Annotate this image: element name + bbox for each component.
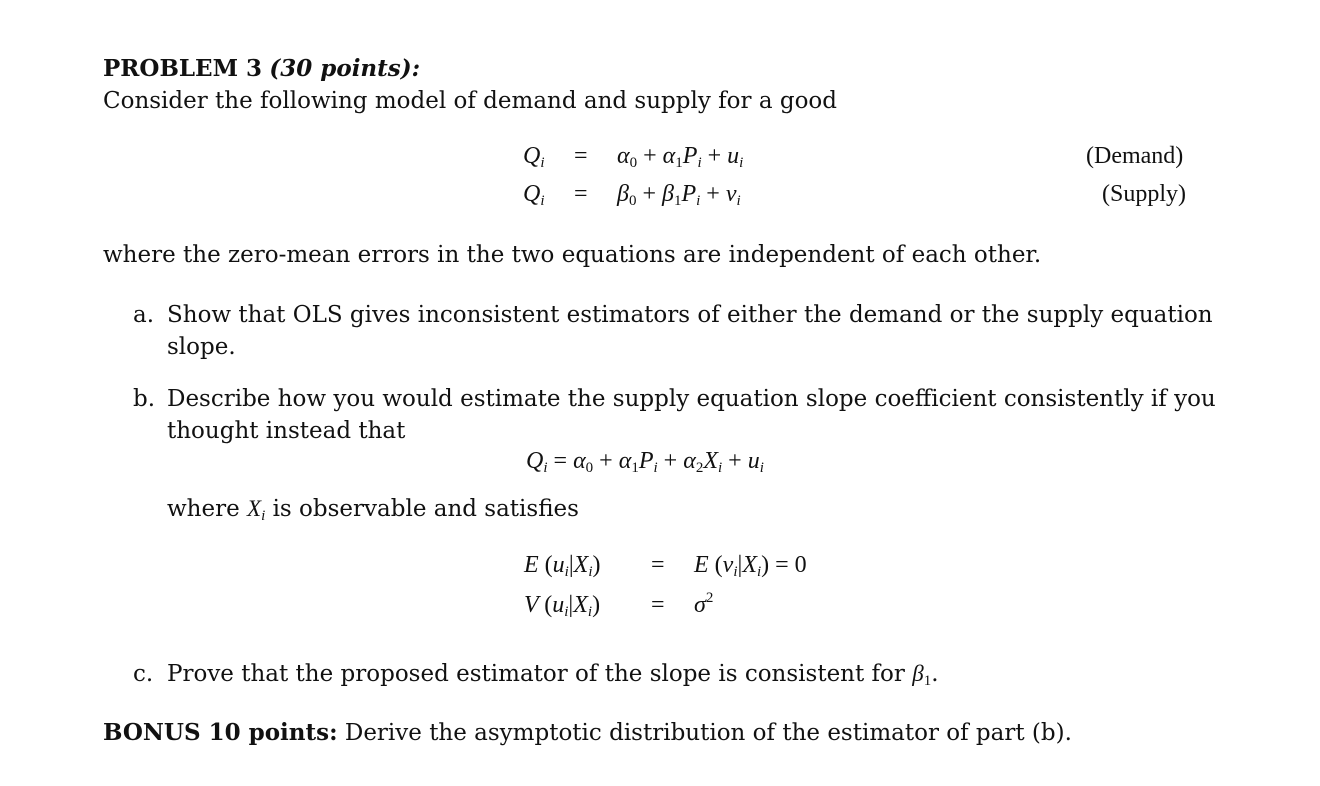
part-c-text: Prove that the proposed estimator of the slope is consistent for bbox=[167, 661, 905, 687]
part-b-where-post: is observable and satisfies bbox=[272, 496, 579, 522]
part-b-where bbox=[167, 494, 579, 524]
part-b-line1: Describe how you would estimate the supply equation slope coefficient consistently if you bbox=[167, 386, 1216, 412]
bonus-label: BONUS 10 points: bbox=[103, 719, 338, 746]
demand-lhs: $Q_i$ bbox=[523, 143, 545, 171]
part-a-line2: slope. bbox=[167, 334, 236, 360]
part-c-period: . bbox=[931, 661, 939, 687]
part-c bbox=[167, 659, 939, 689]
supply-label: (Supply) bbox=[1102, 181, 1186, 207]
bonus bbox=[103, 718, 1072, 748]
condition-mean-equals: = bbox=[651, 552, 665, 578]
x-variable: $X_i$ bbox=[247, 496, 266, 524]
demand-label: (Demand) bbox=[1086, 143, 1184, 169]
supply-lhs: $Q_i$ bbox=[523, 181, 545, 209]
condition-variance-rhs: $\sigma^2$ bbox=[694, 590, 714, 618]
beta1-symbol: $\beta_1$ bbox=[912, 661, 932, 689]
condition-mean-rhs: E $(v_i|X_i) = 0$ bbox=[694, 552, 807, 580]
problem-heading bbox=[103, 54, 420, 84]
part-b-where-pre: where bbox=[167, 496, 240, 522]
demand-equals: = bbox=[574, 143, 588, 169]
problem-intro: Consider the following model of demand and supply for a good bbox=[103, 88, 837, 114]
condition-variance-lhs: V $(u_i|X_i)$ bbox=[524, 592, 601, 620]
part-a-marker: a. bbox=[133, 302, 155, 328]
part-b-line2: thought instead that bbox=[167, 418, 406, 444]
part-a-line1: Show that OLS gives inconsistent estimators of either the demand or the supply equation bbox=[167, 302, 1213, 328]
part-c-marker: c. bbox=[133, 661, 154, 687]
errors-note: where the zero-mean errors in the two equations are independent of each other. bbox=[103, 242, 1042, 268]
problem-title: PROBLEM 3 bbox=[103, 55, 263, 82]
bonus-text: Derive the asymptotic distribution of the estimator of part (b). bbox=[344, 720, 1072, 746]
condition-mean-lhs: E $(u_i|X_i)$ bbox=[524, 552, 601, 580]
part-b-equation: $Q_i = \alpha_0 + \alpha_1P_i + \alpha_2X_i + u_i$ bbox=[526, 448, 764, 476]
supply-equals: = bbox=[574, 181, 588, 207]
condition-variance-equals: = bbox=[651, 592, 665, 618]
supply-rhs: $\beta_0 + \beta_1P_i + v_i$ bbox=[617, 181, 741, 209]
part-b-marker: b. bbox=[133, 386, 156, 412]
problem-points: (30 points): bbox=[269, 55, 421, 82]
demand-rhs: $\alpha_0 + \alpha_1P_i + u_i$ bbox=[617, 143, 744, 171]
